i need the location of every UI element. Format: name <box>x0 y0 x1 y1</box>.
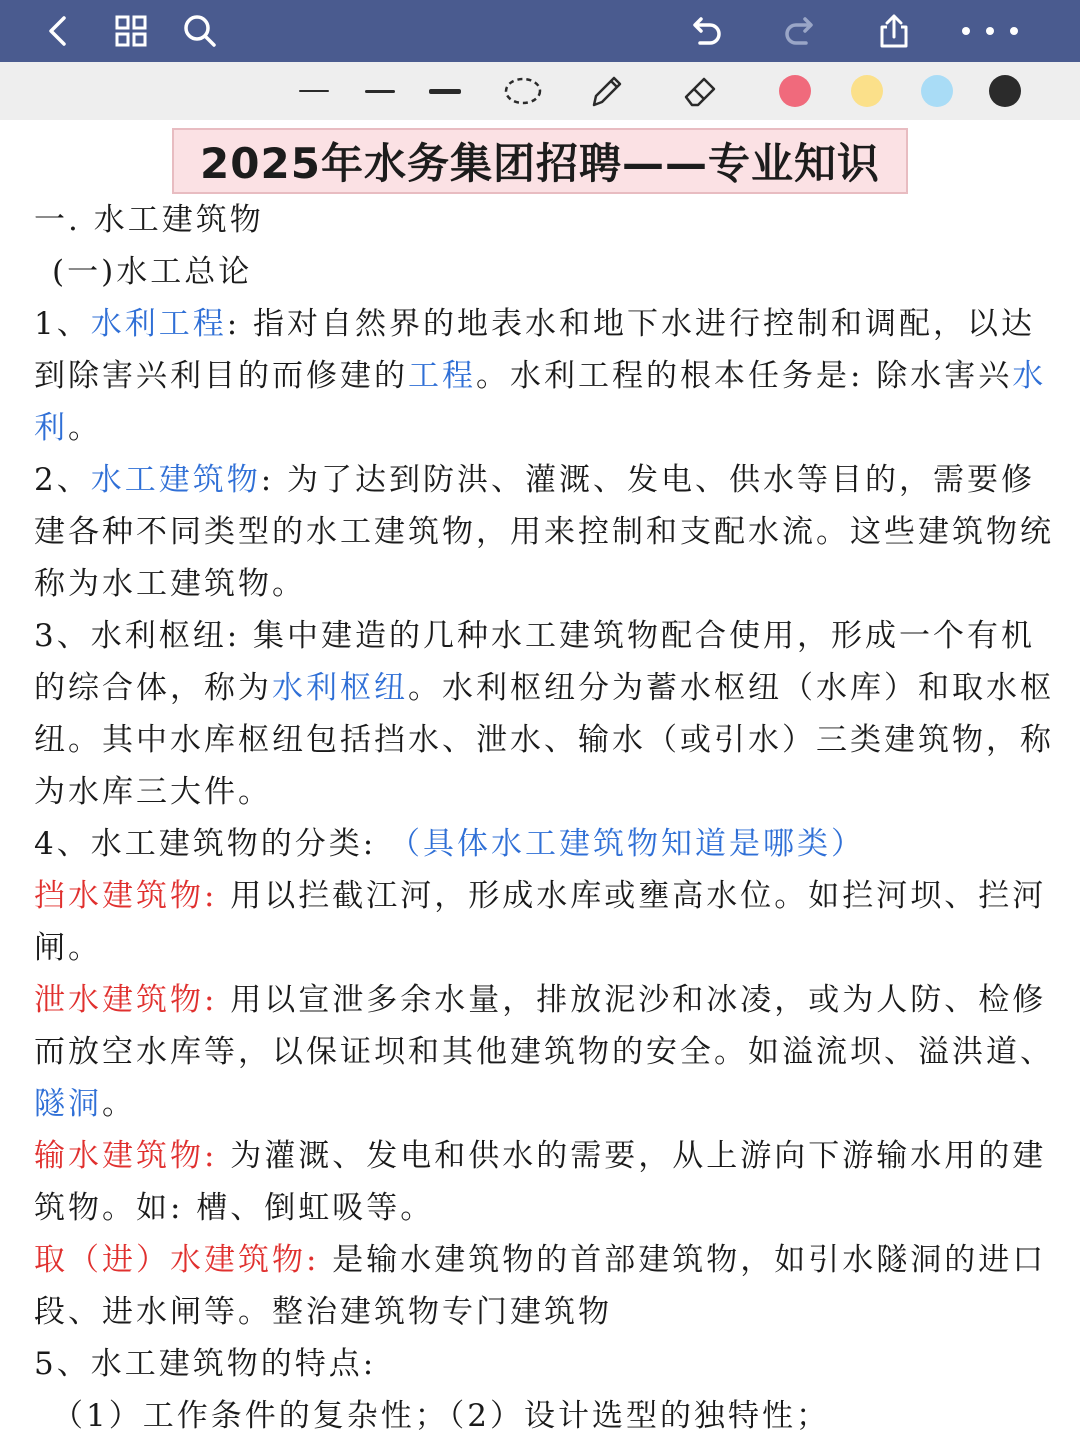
paragraph-class-4 <box>34 1234 1054 1338</box>
paragraph-class-1 <box>34 870 1054 974</box>
paragraph-features: （1）工作条件的复杂性；（2）设计选型的独特性； <box>52 1398 830 1434</box>
share-icon[interactable] <box>874 11 914 51</box>
annotation-toolbar <box>0 62 1080 120</box>
lasso-icon[interactable] <box>502 70 544 112</box>
item-number: 2、 <box>34 462 91 498</box>
item-text: 4、水工建筑物的分类: <box>34 826 390 862</box>
title-highlight <box>172 128 908 194</box>
item-text: 为灌溉、发电和供水的需要，从上游向下游输水用的建筑物。如: 槽、倒虹吸等。 <box>34 1138 1047 1226</box>
paragraph-item-1 <box>34 298 1054 454</box>
item-text: 。水利工程的根本任务是: 除水害兴 <box>476 358 1013 394</box>
paragraph-class-3 <box>34 1130 1054 1234</box>
item-text: : 指对自然界的地表水和地下水进行控制和调配，以达到除害兴利目的而修建的 <box>34 306 1036 394</box>
thin-pen-button[interactable] <box>298 70 330 112</box>
term-link[interactable]: 隧洞 <box>34 1086 102 1122</box>
item-text: 。水利枢纽分为蓄水枢纽（水库）和取水枢纽。其中水库枢纽包括挡水、泄水、输水（或引水）三类建筑物，称为水库三大件。 <box>34 670 1054 810</box>
eraser-icon[interactable] <box>678 70 722 112</box>
chevron-left-icon[interactable] <box>38 11 78 51</box>
document-page[interactable] <box>0 120 1080 1440</box>
class-term: 取（进）水建筑物: <box>34 1242 320 1278</box>
color-dot <box>851 75 883 107</box>
subsection-heading: (一)水工总论 <box>52 254 253 290</box>
color-dot <box>989 75 1021 107</box>
thick-pen-button[interactable] <box>428 70 462 112</box>
term-link[interactable]: 水工建筑物 <box>90 462 261 498</box>
class-term: 输水建筑物: <box>34 1138 218 1174</box>
medium-pen-button[interactable] <box>364 70 396 112</box>
search-icon[interactable] <box>180 11 220 51</box>
color-swatch-black[interactable] <box>988 70 1022 112</box>
term-link[interactable]: 工程 <box>408 358 476 394</box>
paragraph-item-2 <box>34 454 1054 610</box>
term-link[interactable]: 水利枢纽 <box>272 670 408 706</box>
color-swatch-red[interactable] <box>778 70 812 112</box>
color-swatch-blue[interactable] <box>920 70 954 112</box>
item-text: 用以拦截江河，形成水库或壅高水位。如拦河坝、拦河闸。 <box>34 878 1047 966</box>
item-text: : 为了达到防洪、灌溉、发电、供水等目的，需要修建各种不同类型的水工建筑物，用来控制和支配水流。这些建筑物统称为水工建筑物。 <box>34 462 1054 602</box>
class-term: 挡水建筑物: <box>34 878 218 914</box>
top-nav-bar <box>0 0 1080 62</box>
item-text: 。 <box>68 410 102 446</box>
redo-icon[interactable] <box>780 11 820 51</box>
more-icon[interactable] <box>950 11 1030 51</box>
pencil-icon[interactable] <box>584 70 628 112</box>
item-text: 是输水建筑物的首部建筑物，如引水隧洞的进口段、进水闸等。整治建筑物专门建筑物 <box>34 1242 1047 1330</box>
paragraph-item-4 <box>34 818 1054 870</box>
color-dot <box>779 75 811 107</box>
color-dot <box>921 75 953 107</box>
term-link[interactable]: 水利工程 <box>90 306 227 342</box>
paragraph-item-3 <box>34 610 1054 818</box>
grid-icon[interactable] <box>111 11 151 51</box>
paragraph-class-2 <box>34 974 1054 1130</box>
item-text: 。 <box>102 1086 136 1122</box>
paragraph-item-5: 5、水工建筑物的特点: <box>34 1346 377 1382</box>
item-text: 用以宣泄多余水量，排放泥沙和冰凌，或为人防、检修而放空水库等，以保证坝和其他建筑物的安全。如溢流坝、溢洪道、 <box>34 982 1054 1070</box>
item-number: 1、 <box>34 306 91 342</box>
note-text: （具体水工建筑物知道是哪类） <box>389 826 866 862</box>
section-heading: 一. 水工建筑物 <box>34 202 264 238</box>
class-term: 泄水建筑物: <box>34 982 218 1018</box>
document-body <box>34 194 1054 1440</box>
term-link[interactable]: 水利 <box>34 358 1047 446</box>
item-text: 3、水利枢纽: 集中建造的几种水工建筑物配合使用，形成一个有机的综合体，称为 <box>34 618 1036 706</box>
color-swatch-yellow[interactable] <box>850 70 884 112</box>
page-title: 2025年水务集团招聘——专业知识 <box>200 139 880 188</box>
undo-icon[interactable] <box>686 11 726 51</box>
